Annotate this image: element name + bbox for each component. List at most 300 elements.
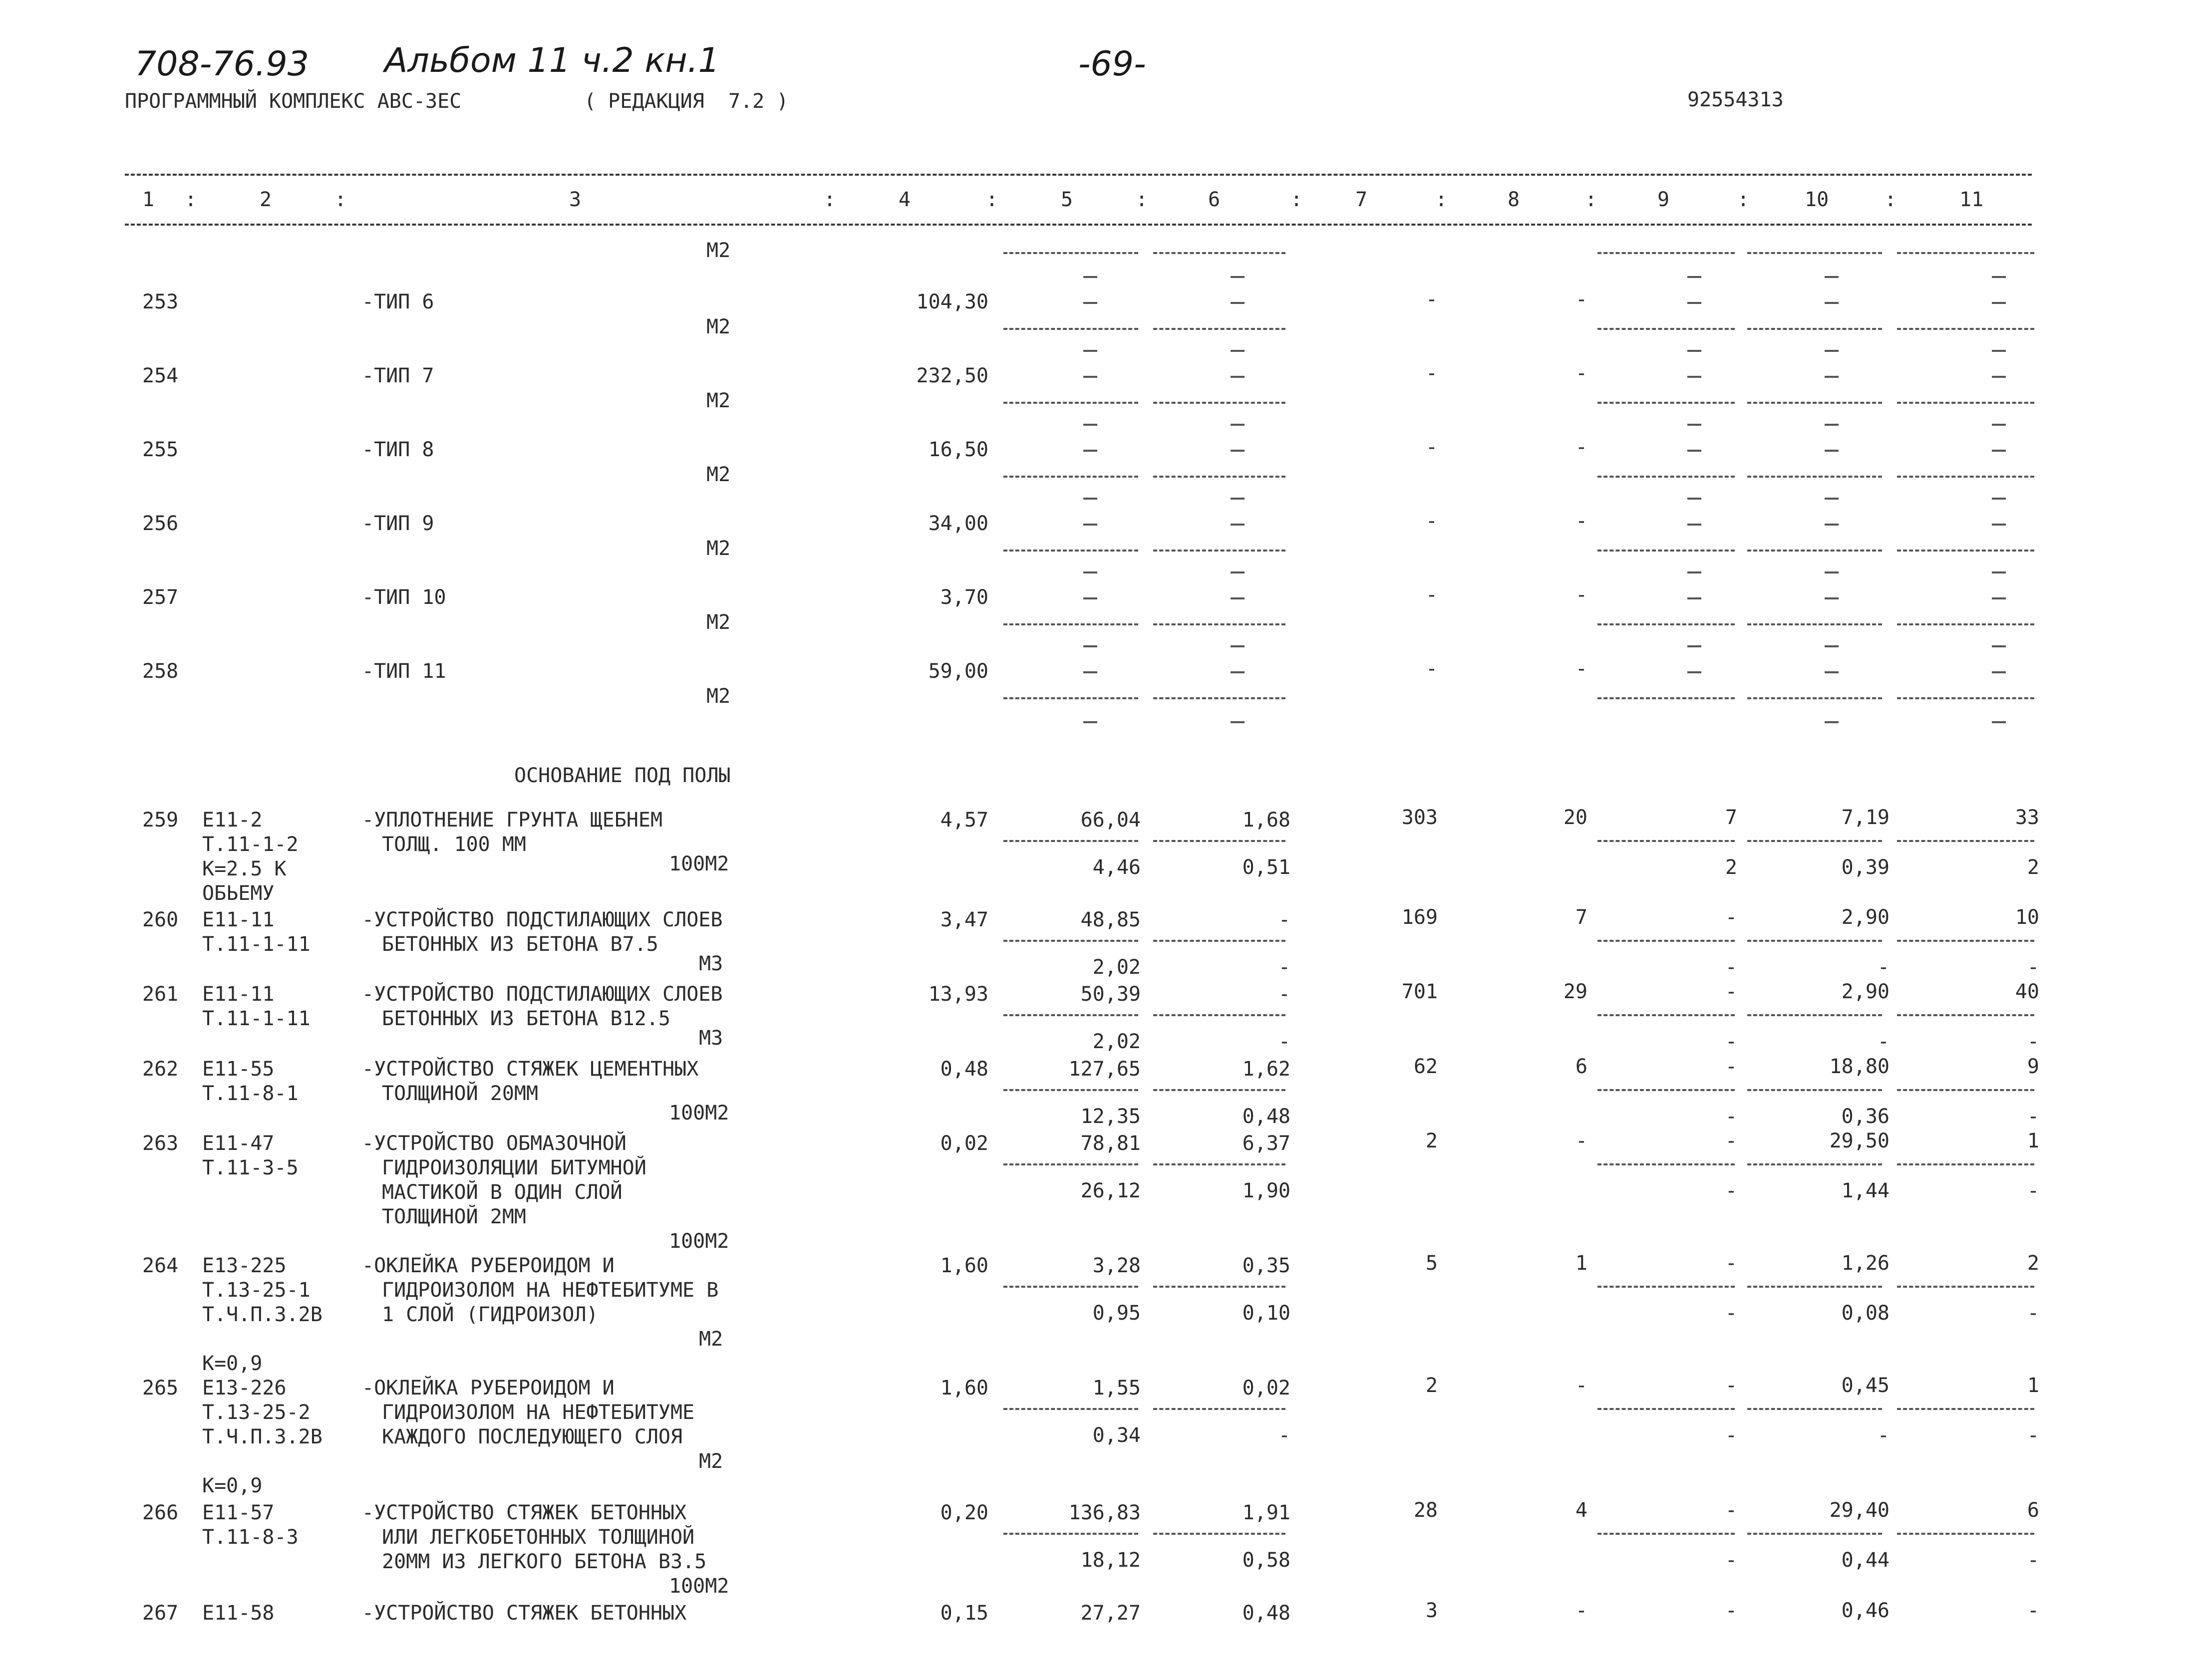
norm-code: Т.11-1-11: [202, 1007, 311, 1030]
norm-code: Е13-226: [202, 1377, 287, 1400]
unit: М3: [699, 952, 723, 975]
col8-value: -: [1575, 362, 1587, 385]
unit: М2: [706, 685, 731, 708]
col5-subvalue: 2,02: [1092, 956, 1141, 979]
col8-value: -: [1575, 1374, 1587, 1397]
col6-subvalue: -: [1278, 1030, 1290, 1053]
col5-subvalue: 12,35: [1080, 1105, 1141, 1128]
norm-code: ОБЬЕМУ: [202, 882, 275, 905]
dash-mark: [1825, 276, 1839, 278]
item-name: 20ММ ИЗ ЛЕГКОГО БЕТОНА В3.5: [382, 1550, 707, 1573]
cell-divider: [1597, 252, 1735, 254]
dash-mark: [1825, 302, 1839, 304]
col5-value: 66,04: [1080, 809, 1141, 832]
unit: 100М2: [669, 1575, 729, 1598]
cell-divider: [1153, 1286, 1285, 1288]
dash-mark: [1687, 424, 1701, 426]
norm-code: Е11-11: [202, 908, 275, 931]
col7-value: -: [1425, 510, 1438, 533]
column-header-10: 10: [1805, 188, 1829, 211]
dash-mark: [1687, 376, 1701, 378]
dash-mark: [1992, 424, 2006, 426]
cell-divider: [1003, 328, 1138, 330]
col8-value: -: [1575, 1599, 1587, 1622]
unit: М2: [699, 1328, 723, 1351]
item-name: ТОЛЩИНОЙ 2ММ: [382, 1205, 526, 1228]
col11-subvalue: -: [2027, 1302, 2039, 1325]
col9-value: 7: [1725, 806, 1737, 829]
col7-value: 303: [1401, 806, 1438, 829]
cell-divider: [1897, 623, 2034, 625]
row-number: 264: [142, 1254, 179, 1277]
program-name: ПРОГРАММНЫЙ КОМПЛЕКС АВС-3ЕС: [125, 90, 462, 113]
dash-mark: [1231, 376, 1245, 378]
item-name: -УСТРОЙСТВО СТЯЖЕК БЕТОННЫХ: [362, 1602, 687, 1625]
cell-divider: [1747, 1533, 1882, 1535]
quantity: 16,50: [928, 438, 988, 461]
col7-value: 5: [1425, 1252, 1438, 1275]
dash-mark: [1083, 671, 1097, 673]
item-name: ГИДРОИЗОЛЯЦИИ БИТУМНОЙ: [382, 1156, 646, 1179]
dash-mark: [1825, 597, 1839, 599]
cell-divider: [1153, 328, 1285, 330]
item-name: -ТИП 6: [362, 290, 434, 313]
row-number: 266: [142, 1501, 179, 1524]
dash-mark: [1231, 450, 1245, 452]
col6-value: 1,91: [1242, 1501, 1290, 1524]
item-name: ТОЛЩ. 100 ММ: [382, 833, 526, 856]
col7-value: 62: [1413, 1055, 1438, 1078]
norm-code: Т.11-1-11: [202, 933, 311, 956]
dash-mark: [1825, 424, 1839, 426]
cell-divider: [1003, 1533, 1138, 1535]
col11-subvalue: 2: [2027, 856, 2039, 879]
unit: М3: [699, 1027, 723, 1050]
quantity: 1,60: [940, 1377, 988, 1400]
col8-value: 20: [1563, 806, 1587, 829]
column-separator: :: [1435, 188, 1448, 211]
item-name: ГИДРОИЗОЛОМ НА НЕФТЕБИТУМЕ В: [382, 1279, 719, 1302]
cell-divider: [1747, 476, 1882, 478]
unit: М2: [706, 537, 731, 560]
col6-value: 1,68: [1242, 809, 1290, 832]
cell-divider: [1897, 697, 2034, 699]
col8-value: -: [1575, 288, 1587, 311]
col11-value: 40: [2015, 980, 2039, 1003]
col7-value: -: [1425, 362, 1438, 385]
col7-value: -: [1425, 436, 1438, 459]
dash-mark: [1687, 597, 1701, 599]
cell-divider: [1597, 1533, 1735, 1535]
column-separator: :: [1585, 188, 1597, 211]
col8-value: 6: [1575, 1055, 1587, 1078]
dash-mark: [1083, 302, 1097, 304]
col11-value: -: [2027, 1599, 2039, 1622]
col6-value: 0,35: [1242, 1254, 1290, 1277]
column-header-1: 1: [142, 188, 155, 211]
cell-divider: [1747, 1089, 1882, 1091]
dash-mark: [1992, 721, 2006, 723]
row-number: 256: [142, 512, 179, 535]
col8-value: 4: [1575, 1499, 1587, 1522]
dash-mark: [1231, 597, 1245, 599]
top-unit-label: М2: [706, 239, 731, 262]
dash-mark: [1083, 424, 1097, 426]
dash-mark: [1231, 302, 1245, 304]
dash-mark: [1083, 276, 1097, 278]
norm-code: Е11-57: [202, 1501, 275, 1524]
dash-mark: [1231, 671, 1245, 673]
cell-divider: [1747, 402, 1882, 404]
item-name: -ТИП 10: [362, 586, 446, 609]
column-separator: :: [1136, 188, 1148, 211]
cell-divider: [1597, 1286, 1735, 1288]
quantity: 34,00: [928, 512, 988, 535]
cell-divider: [1897, 1089, 2034, 1091]
quantity: 232,50: [916, 364, 988, 387]
item-name: ИЛИ ЛЕГКОБЕТОННЫХ ТОЛЩИНОЙ: [382, 1526, 695, 1549]
dash-mark: [1687, 350, 1701, 352]
header-bottom-rule: [125, 224, 2032, 226]
norm-code: Т.13-25-1: [202, 1279, 311, 1302]
item-name: -ТИП 8: [362, 438, 434, 461]
col5-value: 48,85: [1080, 908, 1141, 931]
column-header-7: 7: [1355, 188, 1368, 211]
item-name: -ОКЛЕЙКА РУБЕРОИДОМ И: [362, 1377, 615, 1400]
col9-value: -: [1725, 1252, 1737, 1275]
item-name: -УСТРОЙСТВО СТЯЖЕК БЕТОННЫХ: [362, 1501, 687, 1524]
item-name: -ТИП 11: [362, 660, 446, 683]
col9-value: -: [1725, 1499, 1737, 1522]
col11-subvalue: -: [2027, 1030, 2039, 1053]
col8-value: 1: [1575, 1252, 1587, 1275]
norm-code: Е13-225: [202, 1254, 287, 1277]
column-separator: :: [986, 188, 998, 211]
cell-divider: [1897, 840, 2034, 842]
unit: 100М2: [669, 1102, 729, 1124]
item-name: -ТИП 9: [362, 512, 434, 535]
quantity: 13,93: [928, 983, 988, 1006]
col9-value: -: [1725, 1129, 1737, 1152]
col10-value: 18,80: [1829, 1055, 1890, 1078]
cell-divider: [1003, 1408, 1138, 1410]
col11-value: 2: [2027, 1252, 2039, 1275]
dash-mark: [1083, 376, 1097, 378]
item-name: -УПЛОТНЕНИЕ ГРУНТА ЩЕБНЕМ: [362, 809, 663, 832]
dash-mark: [1992, 498, 2006, 500]
col7-value: 169: [1401, 906, 1438, 929]
column-header-9: 9: [1657, 188, 1670, 211]
col9-subvalue: -: [1725, 1302, 1737, 1325]
col5-subvalue: 2,02: [1092, 1030, 1141, 1053]
norm-code: Е11-2: [202, 809, 263, 832]
col10-subvalue: 0,44: [1841, 1549, 1890, 1572]
col5-value: 27,27: [1080, 1602, 1141, 1625]
cell-divider: [1003, 476, 1138, 478]
cell-divider: [1747, 623, 1882, 625]
cell-divider: [1153, 402, 1285, 404]
col7-value: 28: [1413, 1499, 1438, 1522]
cell-divider: [1153, 840, 1285, 842]
col5-value: 1,55: [1092, 1377, 1141, 1400]
quantity: 0,20: [940, 1501, 988, 1524]
row-number: 257: [142, 586, 179, 609]
dash-mark: [1687, 524, 1701, 526]
column-header-11: 11: [1959, 188, 1984, 211]
col7-value: 2: [1425, 1374, 1438, 1397]
unit: М2: [699, 1450, 723, 1473]
cell-divider: [1153, 252, 1285, 254]
col10-value: 7,19: [1841, 806, 1890, 829]
edition-label: ( РЕДАКЦИЯ 7.2 ): [584, 90, 789, 113]
quantity: 104,30: [916, 290, 988, 313]
dash-mark: [1083, 350, 1097, 352]
col6-value: -: [1278, 983, 1290, 1006]
cell-divider: [1003, 940, 1138, 942]
cell-divider: [1153, 697, 1285, 699]
col10-subvalue: -: [1877, 1424, 1890, 1447]
cell-divider: [1597, 1408, 1735, 1410]
unit: 100М2: [669, 1230, 729, 1253]
col11-subvalue: -: [2027, 1424, 2039, 1447]
unit: М2: [706, 611, 731, 634]
dash-mark: [1992, 450, 2006, 452]
col6-subvalue: 1,90: [1242, 1179, 1290, 1202]
col10-subvalue: 1,44: [1841, 1179, 1890, 1202]
col5-subvalue: 4,46: [1092, 856, 1141, 879]
col10-value: 29,50: [1829, 1129, 1890, 1152]
cell-divider: [1597, 940, 1735, 942]
dash-mark: [1083, 524, 1097, 526]
norm-code: Е11-55: [202, 1058, 275, 1081]
cell-divider: [1153, 1089, 1285, 1091]
col11-value: 1: [2027, 1374, 2039, 1397]
row-number: 260: [142, 908, 179, 931]
dash-mark: [1992, 524, 2006, 526]
col9-subvalue: -: [1725, 1030, 1737, 1053]
row-number: 261: [142, 983, 179, 1006]
quantity: 3,70: [940, 586, 988, 609]
cell-divider: [1003, 697, 1138, 699]
col10-value: 29,40: [1829, 1499, 1890, 1522]
row-number: 265: [142, 1377, 179, 1400]
col11-subvalue: -: [2027, 1105, 2039, 1128]
cell-divider: [1897, 252, 2034, 254]
cell-divider: [1747, 1286, 1882, 1288]
col8-value: -: [1575, 583, 1587, 606]
col7-value: -: [1425, 657, 1438, 680]
dash-mark: [1687, 276, 1701, 278]
cell-divider: [1597, 550, 1735, 552]
item-name: -УСТРОЙСТВО ПОДСТИЛАЮЩИХ СЛОЕВ: [362, 983, 723, 1006]
cell-divider: [1897, 1533, 2034, 1535]
col11-value: 10: [2015, 906, 2039, 929]
col6-value: 6,37: [1242, 1132, 1290, 1155]
cell-divider: [1897, 550, 2034, 552]
norm-code: Т.Ч.П.3.2В: [202, 1425, 322, 1448]
row-number: 259: [142, 809, 179, 832]
unit: М2: [706, 389, 731, 412]
col10-subvalue: -: [1877, 956, 1890, 979]
norm-code: К=2.5 К: [202, 857, 287, 880]
dash-mark: [1825, 571, 1839, 573]
cell-divider: [1597, 1014, 1735, 1016]
col9-value: -: [1725, 1374, 1737, 1397]
quantity: 0,48: [940, 1058, 988, 1081]
col6-value: 0,02: [1242, 1377, 1290, 1400]
dash-mark: [1231, 571, 1245, 573]
dash-mark: [1083, 721, 1097, 723]
col5-value: 136,83: [1068, 1501, 1141, 1524]
norm-code: Т.11-1-2: [202, 833, 299, 856]
col5-subvalue: 26,12: [1080, 1179, 1141, 1202]
dash-mark: [1687, 498, 1701, 500]
col9-subvalue: -: [1725, 956, 1737, 979]
dash-mark: [1231, 498, 1245, 500]
dash-mark: [1825, 498, 1839, 500]
col10-subvalue: -: [1877, 1030, 1890, 1053]
column-header-2: 2: [260, 188, 272, 211]
document-number: 92554313: [1687, 88, 1784, 111]
col7-value: 701: [1401, 980, 1438, 1003]
cell-divider: [1597, 1089, 1735, 1091]
col5-value: 127,65: [1068, 1058, 1141, 1081]
col8-value: -: [1575, 436, 1587, 459]
col6-subvalue: 0,10: [1242, 1302, 1290, 1325]
item-name: ТОЛЩИНОЙ 20ММ: [382, 1082, 539, 1105]
quantity: 4,57: [940, 809, 988, 832]
item-name: МАСТИКОЙ В ОДИН СЛОЙ: [382, 1181, 623, 1204]
item-name: ГИДРОИЗОЛОМ НА НЕФТЕБИТУМЕ: [382, 1401, 695, 1424]
dash-mark: [1992, 276, 2006, 278]
col5-value: 3,28: [1092, 1254, 1141, 1277]
row-number: 253: [142, 290, 179, 313]
column-header-5: 5: [1061, 188, 1073, 211]
cell-divider: [1747, 697, 1882, 699]
col11-value: 6: [2027, 1499, 2039, 1522]
dash-mark: [1231, 721, 1245, 723]
dash-mark: [1083, 645, 1097, 647]
cell-divider: [1597, 476, 1735, 478]
col10-subvalue: 0,08: [1841, 1302, 1890, 1325]
dash-mark: [1687, 571, 1701, 573]
row-number: 267: [142, 1602, 179, 1625]
dash-mark: [1231, 276, 1245, 278]
cell-divider: [1153, 940, 1285, 942]
col6-value: 0,48: [1242, 1602, 1290, 1625]
col11-value: 9: [2027, 1055, 2039, 1078]
cell-divider: [1897, 1408, 2034, 1410]
col7-value: 2: [1425, 1129, 1438, 1152]
cell-divider: [1153, 1408, 1285, 1410]
row-number: 258: [142, 660, 179, 683]
cell-divider: [1153, 1533, 1285, 1535]
album-label: Альбом 11 ч.2 кн.1: [384, 41, 720, 80]
row-number: 255: [142, 438, 179, 461]
cell-divider: [1153, 476, 1285, 478]
col6-subvalue: 0,51: [1242, 856, 1290, 879]
dash-mark: [1083, 450, 1097, 452]
cell-divider: [1597, 697, 1735, 699]
col6-subvalue: 0,48: [1242, 1105, 1290, 1128]
item-name: -ОКЛЕЙКА РУБЕРОИДОМ И: [362, 1254, 615, 1277]
col6-value: -: [1278, 908, 1290, 931]
cell-divider: [1747, 840, 1882, 842]
norm-code: Т.Ч.П.3.2В: [202, 1303, 322, 1326]
dash-mark: [1687, 450, 1701, 452]
column-header-3: 3: [569, 188, 582, 211]
col10-value: 0,46: [1841, 1599, 1890, 1622]
col9-subvalue: -: [1725, 1105, 1737, 1128]
unit: 100М2: [669, 852, 729, 875]
unit: М2: [706, 315, 731, 338]
norm-code: Т.11-8-1: [202, 1082, 299, 1105]
column-header-6: 6: [1208, 188, 1221, 211]
quantity: 1,60: [940, 1254, 988, 1277]
col10-subvalue: 0,36: [1841, 1105, 1890, 1128]
dash-mark: [1992, 597, 2006, 599]
cell-divider: [1003, 840, 1138, 842]
dash-mark: [1231, 424, 1245, 426]
dash-mark: [1825, 671, 1839, 673]
col8-value: 29: [1563, 980, 1587, 1003]
column-separator: :: [334, 188, 347, 211]
cell-divider: [1597, 840, 1735, 842]
column-header-8: 8: [1508, 188, 1520, 211]
col7-value: -: [1425, 583, 1438, 606]
col10-subvalue: 0,39: [1841, 856, 1890, 879]
dash-mark: [1825, 450, 1839, 452]
col9-value: -: [1725, 980, 1737, 1003]
column-separator: :: [1885, 188, 1897, 211]
column-separator: :: [1737, 188, 1750, 211]
dash-mark: [1825, 645, 1839, 647]
cell-divider: [1003, 623, 1138, 625]
cell-divider: [1897, 940, 2034, 942]
item-name: БЕТОННЫХ ИЗ БЕТОНА В7.5: [382, 933, 658, 956]
col9-subvalue: -: [1725, 1179, 1737, 1202]
dash-mark: [1083, 571, 1097, 573]
col6-value: 1,62: [1242, 1058, 1290, 1081]
dash-mark: [1231, 350, 1245, 352]
col9-subvalue: -: [1725, 1424, 1737, 1447]
col10-value: 0,45: [1841, 1374, 1890, 1397]
dash-mark: [1825, 376, 1839, 378]
col11-subvalue: -: [2027, 956, 2039, 979]
cell-divider: [1897, 1163, 2034, 1165]
dash-mark: [1083, 597, 1097, 599]
cell-divider: [1747, 550, 1882, 552]
cell-divider: [1003, 252, 1138, 254]
cell-divider: [1597, 623, 1735, 625]
cell-divider: [1897, 1014, 2034, 1016]
norm-code: Т.13-25-2: [202, 1401, 311, 1424]
column-separator: :: [1290, 188, 1303, 211]
col11-subvalue: -: [2027, 1179, 2039, 1202]
cell-divider: [1597, 402, 1735, 404]
dash-mark: [1992, 571, 2006, 573]
cell-divider: [1747, 1163, 1882, 1165]
col11-subvalue: -: [2027, 1549, 2039, 1572]
cell-divider: [1003, 1089, 1138, 1091]
section-title: ОСНОВАНИЕ ПОД ПОЛЫ: [514, 764, 731, 787]
row-number: 254: [142, 364, 179, 387]
cell-divider: [1153, 550, 1285, 552]
doc-code: 708-76.93: [135, 44, 309, 84]
cell-divider: [1003, 1163, 1138, 1165]
norm-code: Т.11-8-3: [202, 1526, 299, 1549]
col10-value: 2,90: [1841, 906, 1890, 929]
